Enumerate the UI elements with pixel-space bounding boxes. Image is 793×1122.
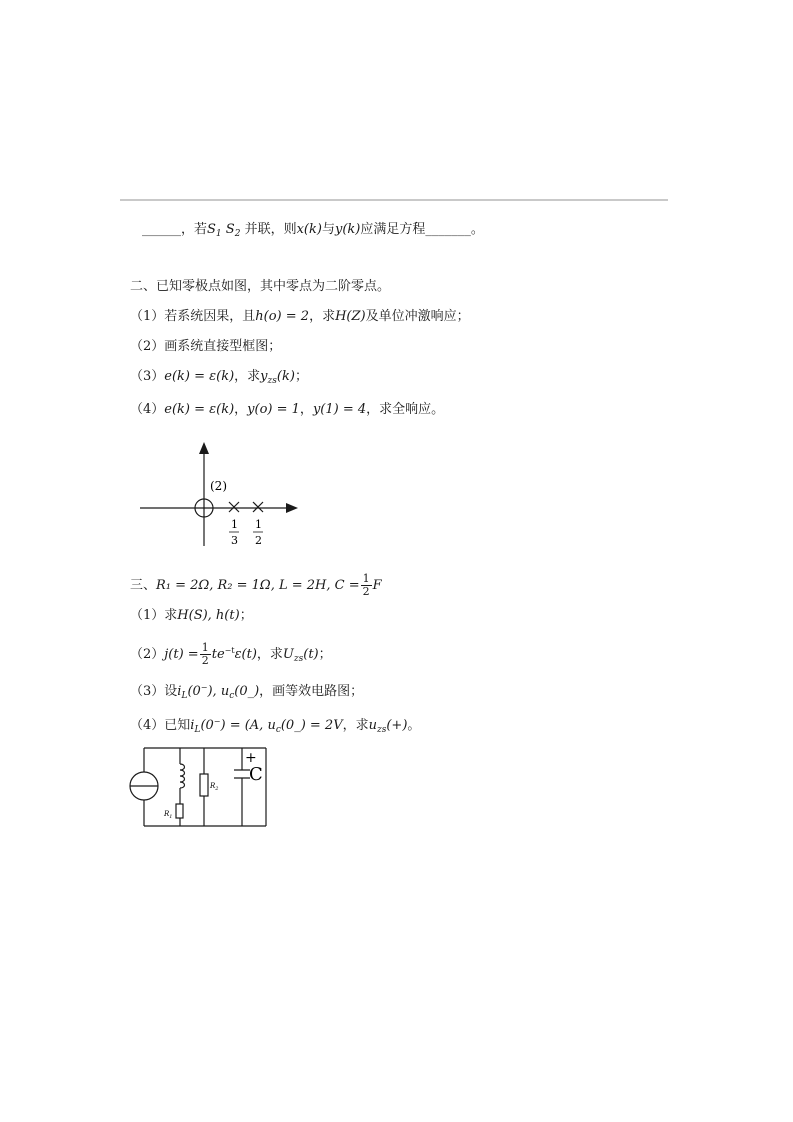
real-axis-arrow-icon	[286, 503, 298, 513]
math-expr: h(o) = 2	[255, 309, 310, 324]
math-expr: y	[260, 369, 268, 384]
math-yk: y(k)	[334, 222, 361, 237]
math-expr: j(t) =	[164, 647, 199, 662]
imag-axis-arrow-icon	[199, 442, 209, 454]
math-expr: F	[372, 578, 382, 593]
text-segment: ，求	[342, 718, 369, 733]
text-segment: ，若	[181, 222, 208, 237]
pole1-denominator: 3	[231, 534, 238, 547]
math-subscript: c	[275, 725, 281, 735]
math-expr: R₁ = 2Ω, R₂ = 1Ω, L = 2H, C =	[156, 578, 360, 593]
text-segment: ；	[239, 608, 253, 623]
math-expr: y(o) = 1	[247, 402, 300, 417]
capacitor-label: C	[249, 764, 263, 785]
q2-title	[130, 278, 390, 296]
q2-item-1	[130, 308, 470, 326]
resistor-r1-label: $R_1$	[164, 810, 173, 820]
answer-blank: _______	[425, 222, 471, 237]
header-divider	[120, 199, 668, 201]
math-expr: ε(t)	[234, 647, 257, 662]
math-expr: H(S), h(t)	[177, 608, 240, 623]
text-segment: 及单位冲激响应；	[365, 309, 470, 324]
math-expr: ), u	[207, 684, 230, 699]
math-superscript: −t	[224, 646, 235, 655]
math-expr: u	[368, 718, 377, 733]
math-superscript: −	[213, 717, 221, 726]
text-segment: （1）若系统因果，且	[130, 309, 256, 324]
text-segment: （4）已知	[130, 718, 191, 733]
math-subscript: L	[194, 725, 201, 735]
text-segment: 并联，则	[244, 222, 297, 237]
math-expr: (0_)	[234, 684, 260, 699]
text-segment: 三、	[130, 578, 157, 593]
q3-item-1	[130, 607, 253, 625]
top-text-line	[142, 221, 484, 243]
math-expr: (t)	[303, 647, 319, 662]
text-segment: ，求	[234, 369, 261, 384]
capacitor-plus-sign: +	[245, 750, 257, 766]
text-segment: 应满足方程	[360, 222, 426, 237]
pole-marker	[229, 502, 239, 512]
math-expr: i	[177, 684, 182, 699]
math-expr: (0	[200, 718, 214, 733]
text-segment: （3）设	[130, 684, 178, 699]
math-subscript: zs	[267, 376, 277, 386]
q3-item-3	[130, 679, 363, 705]
text-segment: ；	[294, 369, 308, 384]
text-segment: ，	[299, 402, 313, 417]
math-subscript: zs	[293, 654, 304, 664]
text-segment: ，	[234, 402, 248, 417]
math-expr: te	[211, 647, 225, 662]
pole1-numerator: 1	[231, 518, 238, 531]
inductor-icon	[180, 764, 185, 788]
math-expr: ) = (A, u	[220, 718, 276, 733]
math-subscript: zs	[376, 725, 387, 735]
math-superscript: −	[200, 683, 208, 692]
pole2-denominator: 2	[255, 534, 262, 547]
math-expr: (+)	[386, 718, 408, 733]
math-xk: x(k)	[296, 222, 322, 237]
circuit-diagram	[128, 744, 280, 832]
fraction-numerator: 1	[201, 641, 209, 654]
math-expr: (k)	[276, 369, 295, 384]
resistor-r2-icon	[200, 774, 208, 796]
capacitor-icon	[234, 770, 250, 778]
resistor-r1-icon	[176, 804, 183, 818]
math-expr: (0_) = 2V	[280, 718, 343, 733]
math-expr: y(1) = 4	[312, 402, 367, 417]
text-segment: ；	[318, 647, 332, 662]
text-segment: 与	[321, 222, 335, 237]
text-segment: （3）	[130, 369, 165, 384]
question-title: 二、已知零极点如图，其中零点为二阶零点。	[130, 279, 391, 294]
q3-title	[130, 573, 382, 598]
math-subscript: c	[229, 691, 235, 701]
math-subscript: L	[181, 691, 188, 701]
fraction-denominator: 2	[201, 654, 209, 667]
pole2-numerator: 1	[255, 518, 262, 531]
fraction	[361, 573, 372, 598]
text-segment: （4）	[130, 402, 165, 417]
text-segment: （1）求	[130, 608, 178, 623]
text-segment: 。	[407, 718, 421, 733]
math-expr: (0	[187, 684, 201, 699]
q3-item-4	[130, 713, 420, 739]
math-expr: i	[190, 718, 195, 733]
math-subscript: 1	[215, 229, 222, 239]
math-expr: e(k) = ε(k)	[164, 402, 235, 417]
q2-item-3	[130, 368, 308, 390]
text-segment: （2）	[130, 647, 165, 662]
zero-order-label: (2)	[210, 479, 227, 493]
math-expr: U	[282, 647, 294, 662]
math-expr: H(Z)	[335, 309, 366, 324]
q2-item-2	[130, 338, 281, 356]
pole-zero-diagram	[138, 440, 308, 552]
text-segment: ，求全响应。	[366, 402, 445, 417]
fraction	[200, 642, 211, 667]
text-segment: ，求	[256, 647, 283, 662]
answer-blank: ______	[142, 222, 181, 237]
q2-item-4	[130, 401, 444, 419]
math-subscript: 2	[234, 229, 241, 239]
q3-item-2	[130, 642, 332, 668]
resistor-r2-label: $R_2$	[210, 782, 219, 792]
pole-marker	[253, 502, 263, 512]
text-segment: ，求	[309, 309, 336, 324]
math-expr: e(k) = ε(k)	[164, 369, 235, 384]
math-s1: S	[207, 222, 216, 237]
fraction-denominator: 2	[362, 585, 370, 598]
text-segment: 。	[470, 222, 484, 237]
text-segment: （2）画系统直接型框图；	[130, 339, 282, 354]
text-segment: ，画等效电路图；	[259, 684, 364, 699]
fraction-numerator: 1	[362, 572, 370, 585]
math-s2: S	[225, 222, 235, 237]
